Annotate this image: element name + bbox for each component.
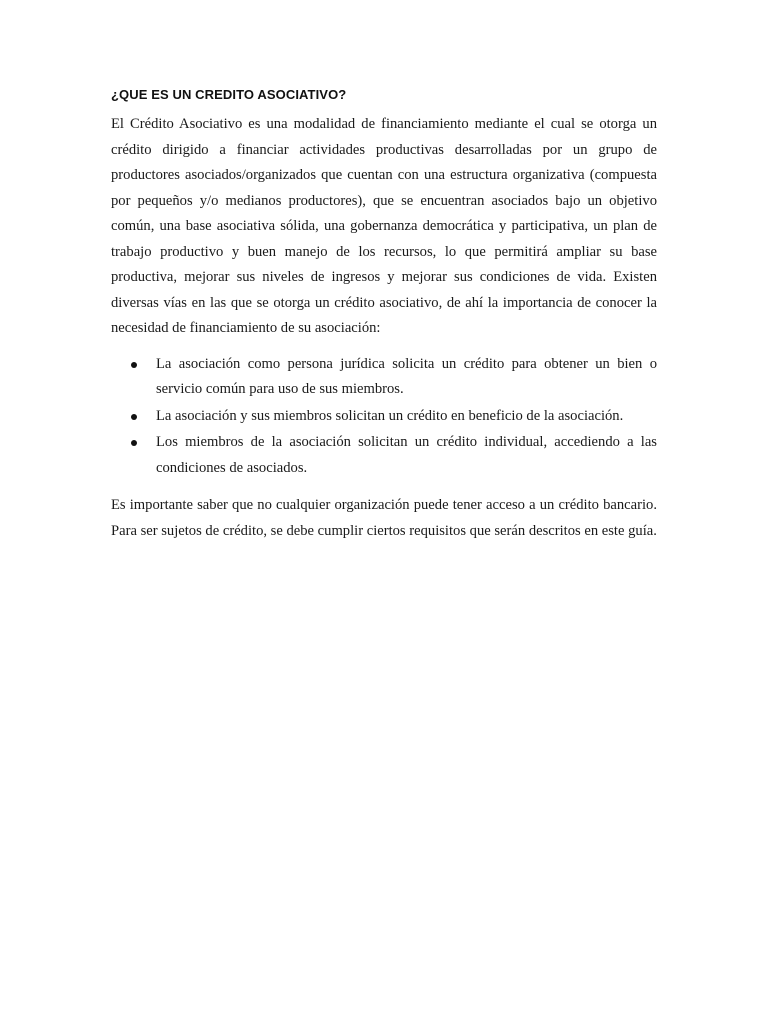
section-heading: ¿QUE ES UN CREDITO ASOCIATIVO? xyxy=(111,87,347,102)
intro-paragraph: El Crédito Asociativo es una modalidad de financiamiento mediante el cual se otorga un crédito dirigido a financiar actividades productivas desarrolladas por un grupo de productores asociados/organizados que cuentan con una estructura organizativa (compuesta por pequeños y/o medianos productores), que se encuentran asociados bajo un objetivo común, una base asociativa sólida, una gobernanza democrática y participativa, un plan de trabajo productivo y buen manejo de los recursos, lo que permitirá ampliar su base productiva, mejorar sus niveles de ingresos y mejorar sus condiciones de vida. Existen diversas vías en las que se otorga un crédito asociativo, de ahí la importancia de conocer la necesidad de financiamiento de su asociación: xyxy=(111,116,657,336)
closing-paragraph: Es importante saber que no cualquier organización puede tener acceso a un crédito bancario. Para ser sujetos de crédito, se debe cumplir ciertos requisitos que serán descritos en este guía. xyxy=(111,497,657,539)
bullet-item xyxy=(111,404,657,430)
bullet-icon xyxy=(131,414,137,420)
bullet-text: La asociación y sus miembros solicitan un crédito en beneficio de la asociación. xyxy=(156,407,624,424)
bullet-item xyxy=(111,352,657,403)
bullet-text: Los miembros de la asociación solicitan un crédito individual, accediendo a las condiciones de asociados. xyxy=(156,434,657,476)
bullet-icon xyxy=(131,440,137,446)
bullet-list xyxy=(111,352,657,482)
bullet-icon xyxy=(131,362,137,368)
document-body xyxy=(111,86,657,544)
bullet-text: La asociación como persona jurídica solicita un crédito para obtener un bien o servicio común para uso de sus miembros. xyxy=(156,355,657,397)
bullet-item xyxy=(111,430,657,481)
